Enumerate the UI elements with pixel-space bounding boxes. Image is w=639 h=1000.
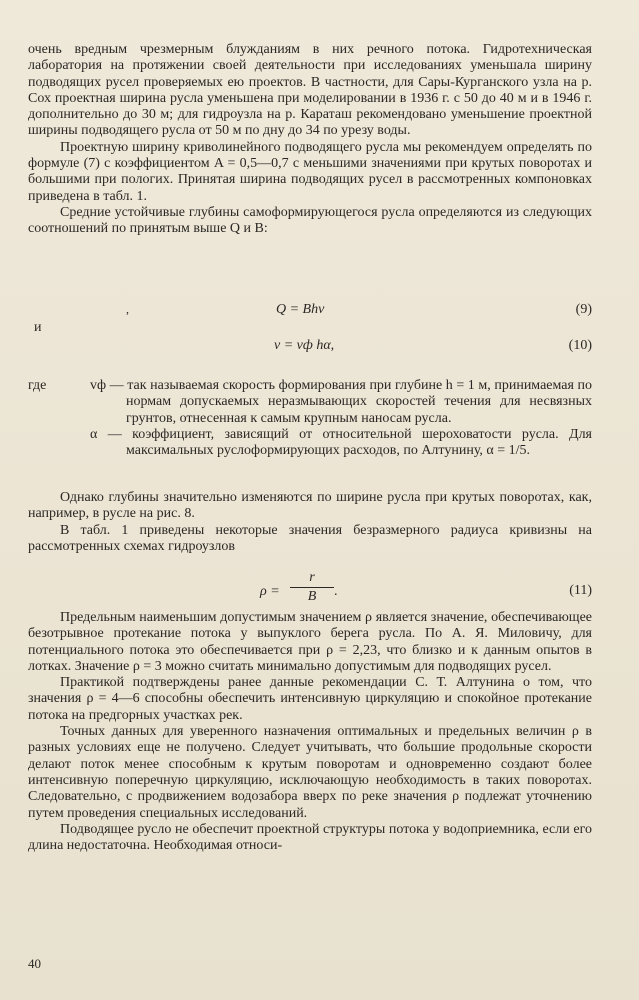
and-line xyxy=(28,320,592,340)
fraction-bar xyxy=(290,587,334,588)
paragraph-8: Точных данных для уверенного назначения оптимальных и предельных величин ρ в разных условиях еще не получено. Следует учитывать, что большие продольные скорости делают поток менее способным к крутым поворотам и одновременно создают более интенсивную поперечную циркуляцию, исключающую необходимость в таких поворотах. Следовательно, с продвижением водозабора вверх по реке значения ρ подлежат уточнению путем проведения специальных исследований. xyxy=(28,724,592,821)
paragraph-5: В табл. 1 приведены некоторые значения безразмерного радиуса кривизны на рассмотренных схемах гидроузлов xyxy=(28,522,592,554)
definition-alpha: α — коэффициент, зависящий от относительной шероховатости русла. Для максимальных руслоформирующих расходов, по Алтунину, α = 1/5. xyxy=(90,426,592,459)
and-word: и xyxy=(34,320,42,335)
formula-10-body: v = vф hα, xyxy=(274,338,335,353)
formula-10 xyxy=(28,338,592,360)
formula-10-number: (10) xyxy=(568,338,592,353)
text-block-top xyxy=(28,42,592,238)
where-word: где xyxy=(28,378,47,393)
formula-9-number: (9) xyxy=(575,302,592,317)
stray-mark: , xyxy=(126,302,129,316)
text-block-middle xyxy=(28,490,592,555)
paragraph-3: Средние устойчивые глубины самоформирующегося русла определяются из следующих соотношений по принятым выше Q и B: xyxy=(28,204,592,237)
paragraph-4: Однако глубины значительно изменяются по ширине русла при крутых поворотах, как, например, в русле на рис. 8. xyxy=(28,490,592,522)
formula-11-dot: . xyxy=(334,584,338,599)
definitions xyxy=(28,378,592,459)
paragraph-6: Предельным наименьшим допустимым значением ρ является значение, обеспечивающее безотрывное протекание потока у выпуклого берега русла. По А. Я. Миловичу, для потенциального потока это обеспечивается при ρ = 2,23, что близко и к данным опытов в лотках. Значение ρ = 3 можно считать минимально допустимым для подводящих русел. xyxy=(28,610,592,674)
paragraph-2: Проектную ширину криволинейного подводящего русла мы рекомендуем определять по формуле (7) с коэффициентом A = 0,5—0,7 с меньшими значениями при крутых поворотах и большими при пологих. Принятая ширина подводящих русел в рассмотренных компоновках приведена в табл. 1. xyxy=(28,139,592,204)
formula-11-numerator: r xyxy=(309,570,315,585)
paragraph-9: Подводящее русло не обеспечит проектной структуры потока у водоприемника, если его длина недостаточна. Необходимая относи- xyxy=(28,821,592,854)
formula-9 xyxy=(28,302,592,322)
paragraph-7: Практикой подтверждены ранее данные рекомендации С. Т. Алтунина о том, что значения ρ = 4—6 способны обеспечить интенсивную циркуляцию и спокойное протекание потока на предгорных участках рек. xyxy=(28,675,592,723)
page-number: 40 xyxy=(28,956,41,971)
paragraph-1: очень вредным чрезмерным блужданиям в них речного потока. Гидротехническая лаборатория на протяжении своей деятельности при исследованиях уменьшала ширину подводящих русел проверяемых ею проектов. В частности, для Сары-Курганского узла на р. Сох проектная ширина русла уменьшена при моделировании в 1936 г. с 50 до 40 м и в 1946 г. дополнительно до 30 м; для гидроузла на р. Караташ рекомендовано уменьшение проектной ширины подводящего русла от 50 м по дну до 34 по урезу воды. xyxy=(28,42,592,139)
formula-11-denominator: B xyxy=(307,589,317,604)
formula-11-number: (11) xyxy=(569,583,592,598)
formula-11-lhs: ρ = xyxy=(260,584,280,599)
formula-9-body: Q = Bhv xyxy=(276,302,325,317)
definition-v: vф — так называемая скорость формирования при глубине h = 1 м, принимаемая по нормам допускаемых неразмывающих скоростей течения для несвязных грунтов, отнесенная к самым крупным наносам русла. xyxy=(90,378,592,426)
text-block-bottom xyxy=(28,610,592,854)
formula-11-fraction xyxy=(290,570,334,605)
